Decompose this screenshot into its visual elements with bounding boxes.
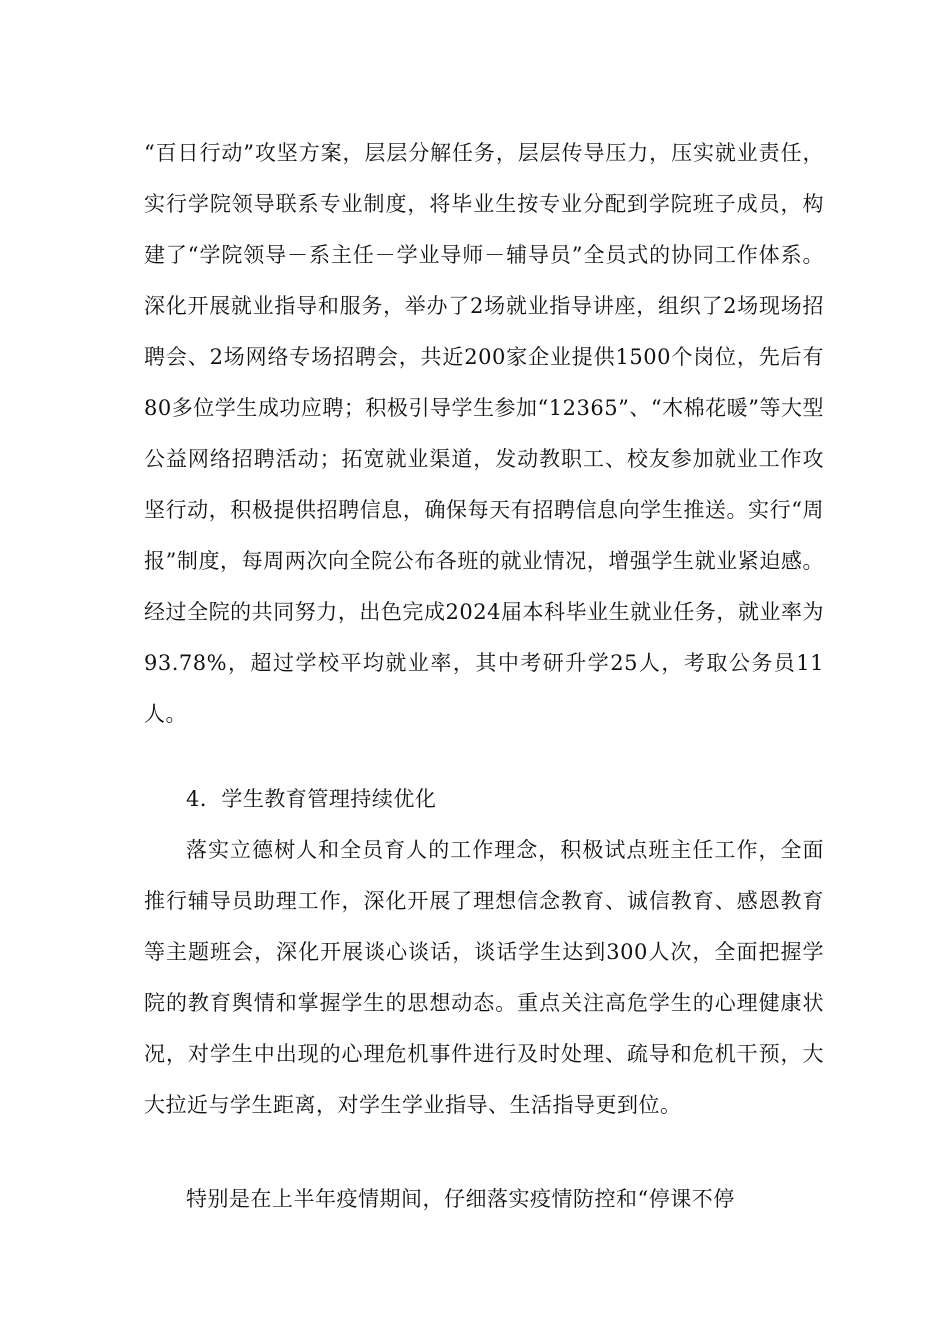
paragraph-employment-continuation [144, 128, 824, 740]
paragraph-text: “百日行动”攻坚方案，层层分解任务，层层传导压力，压实就业责任，实行学院领导联系专业制度，将毕业生按专业分配到学院班子成员，构建了“学院领导－系主任－学业导师－辅导员”全员式的协同工作体系。深化开展就业指导和服务，举办了2场就业指导讲座，组织了2场现场招聘会、2场网络专场招聘会，共近200家企业提供1500个岗位，先后有80多位学生成功应聘；积极引导学生参加“12365”、“木棉花暖”等大型公益网络招聘活动；拓宽就业渠道，发动教职工、校友参加就业工作攻坚行动，积极提供招聘信息，确保每天有招聘信息向学生推送。实行“周报”制度，每周两次向全院公布各班的就业情况，增强学生就业紧迫感。经过全院的共同努力，出色完成2024届本科毕业生就业任务，就业率为93.78%，超过学校平均就业率，其中考研升学25人，考取公务员11人。 [144, 141, 824, 726]
paragraph-text: 特别是在上半年疫情期间，仔细落实疫情防控和“停课不停 [186, 1187, 735, 1211]
section-heading-text: 4．学生教育管理持续优化 [186, 787, 437, 811]
paragraph-text: 落实立德树人和全员育人的工作理念，积极试点班主任工作，全面推行辅导员助理工作，深化开展了理想信念教育、诚信教育、感恩教育等主题班会，深化开展谈心谈话，谈话学生达到300人次，全面把握学院的教育舆情和掌握学生的思想动态。重点关注高危学生的心理健康状况，对学生中出现的心理危机事件进行及时处理、疏导和危机干预，大大拉近与学生距离，对学生学业指导、生活指导更到位。 [144, 838, 824, 1117]
paragraph-student-education [144, 825, 824, 1131]
section-heading-student-management [144, 774, 824, 825]
paragraph-epidemic-period [144, 1174, 824, 1225]
